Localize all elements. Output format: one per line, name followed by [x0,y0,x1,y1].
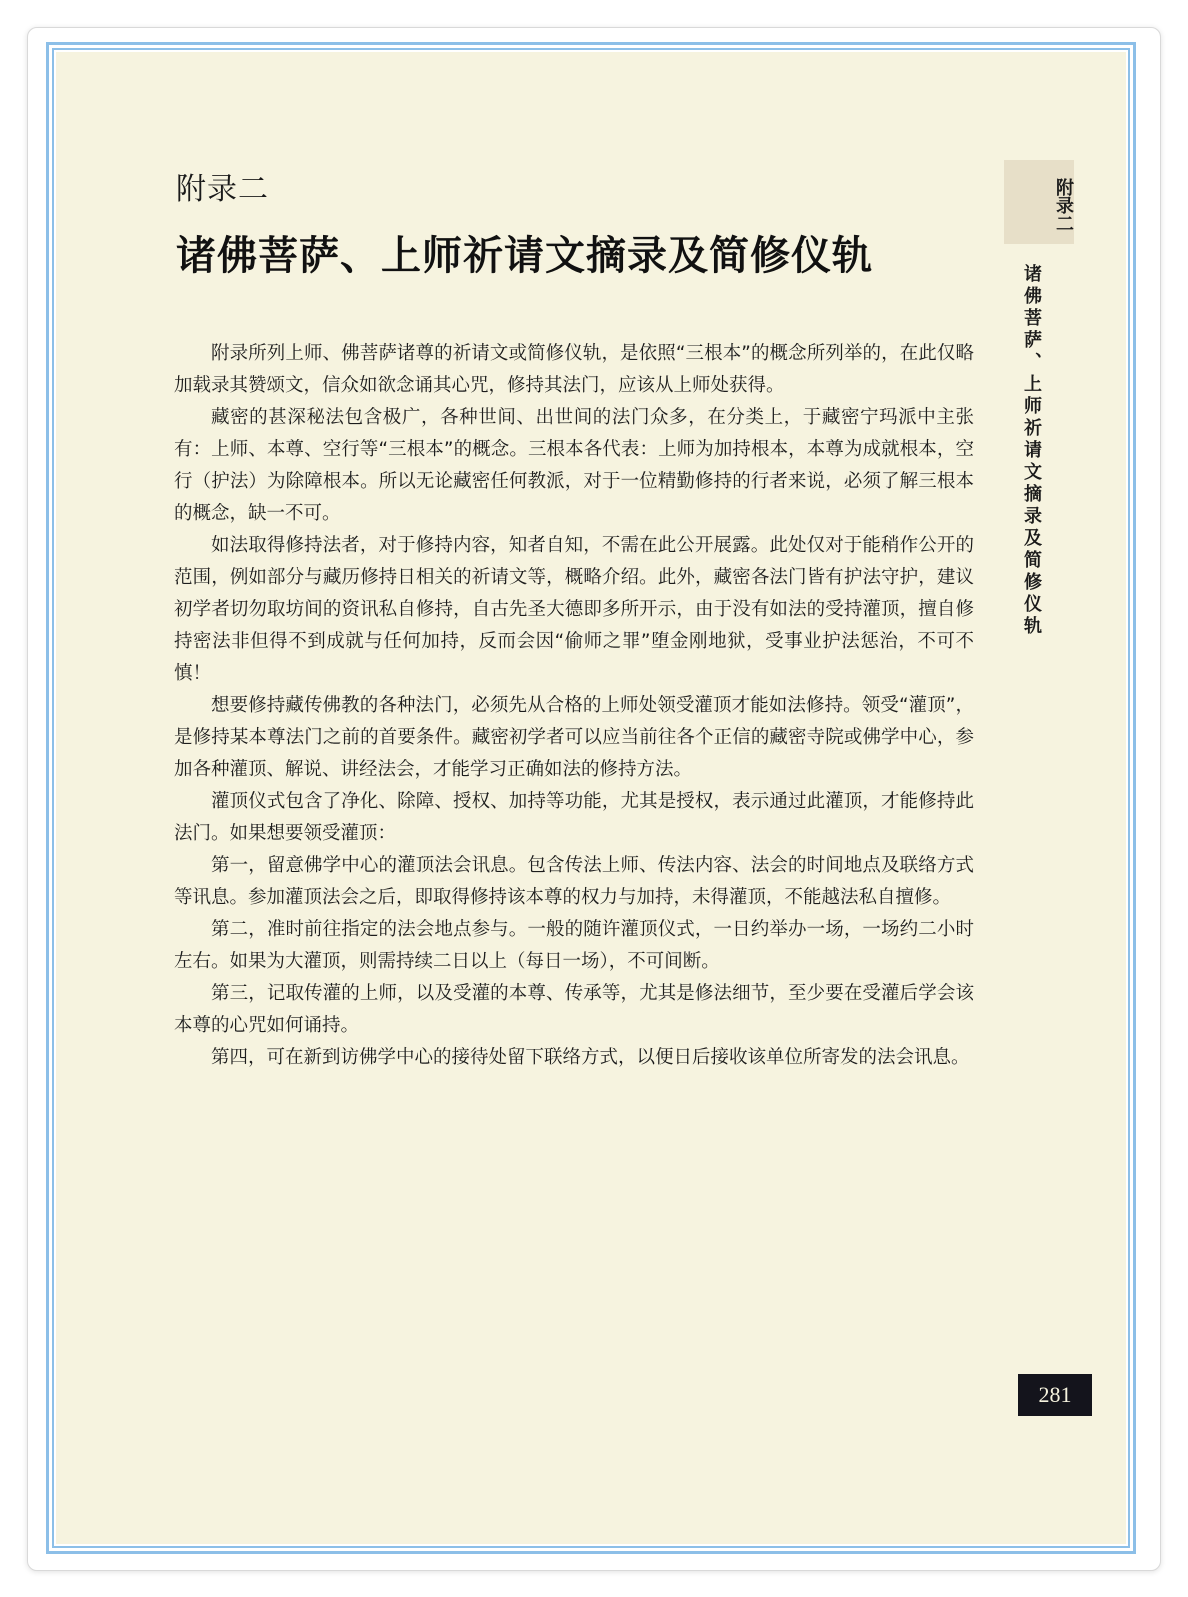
paragraph: 第四，可在新到访佛学中心的接待处留下联络方式，以便日后接收该单位所寄发的法会讯息。 [211,1047,970,1068]
body-text [174,338,974,1074]
page-title: 诸佛菩萨、上师祈请文摘录及简修仪轨 [176,233,873,279]
paragraph: 附录所列上师、佛菩萨诸尊的祈请文或简修仪轨，是依照“三根本”的概念所列举的，在此仅略加载录其赞颂文，信众如欲念诵其心咒，修持其法门，应该从上师处获得。 [174,343,974,396]
paragraph: 第二，准时前往指定的法会地点参与。一般的随许灌顶仪式，一日约举办一场，一场约二小时左右。如果为大灌顶，则需持续二日以上（每日一场），不可间断。 [174,919,974,972]
paragraph: 第一，留意佛学中心的灌顶法会讯息。包含传法上师、传法内容、法会的时间地点及联络方式等讯息。参加灌顶法会之后，即取得修持该本尊的权力与加持，未得灌顶，不能越法私自擅修。 [174,855,974,908]
paragraph: 如法取得修持法者，对于修持内容，知者自知，不需在此公开展露。此处仅对于能稍作公开的范围，例如部分与藏历修持日相关的祈请文等，概略介绍。此外，藏密各法门皆有护法守护，建议初学者切勿取坊间的资讯私自修持，自古先圣大德即多所开示，由于没有如法的受持灌顶，擅自修持密法非但得不到成就与任何加持，反而会因“偷师之罪”堕金刚地狱，受事业护法惩治，不可不慎！ [174,535,974,684]
paragraph: 藏密的甚深秘法包含极广，各种世间、出世间的法门众多，在分类上，于藏密宁玛派中主张有：上师、本尊、空行等“三根本”的概念。三根本各代表：上师为加持根本，本尊为成就根本，空行（护法）为除障根本。所以无论藏密任何教派，对于一位精勤修持的行者来说，必须了解三根本的概念，缺一不可。 [174,407,974,524]
side-tab-label: 附录二 [1053,178,1074,232]
paragraph: 第三，记取传灌的上师，以及受灌的本尊、传承等，尤其是修法细节，至少要在受灌后学会该本尊的心咒如何诵持。 [174,983,974,1036]
side-section-tab [1004,160,1074,244]
paragraph: 想要修持藏传佛教的各种法门，必须先从合格的上师处领受灌顶才能如法修持。领受“灌顶”，是修持某本尊法门之前的首要条件。藏密初学者可以应当前往各个正信的藏密寺院或佛学中心，参加各种灌顶、解说、讲经法会，才能学习正确如法的修持方法。 [174,695,974,780]
paragraph: 灌顶仪式包含了净化、除障、授权、加持等功能，尤其是授权，表示通过此灌顶，才能修持此法门。如果想要领受灌顶： [174,791,974,844]
side-running-title: 诸佛菩萨、上师祈请文摘录及简修仪轨 [1021,264,1042,638]
page-number: 281 [1018,1374,1092,1416]
book-page [56,52,1126,1544]
appendix-label: 附录二 [176,172,269,207]
